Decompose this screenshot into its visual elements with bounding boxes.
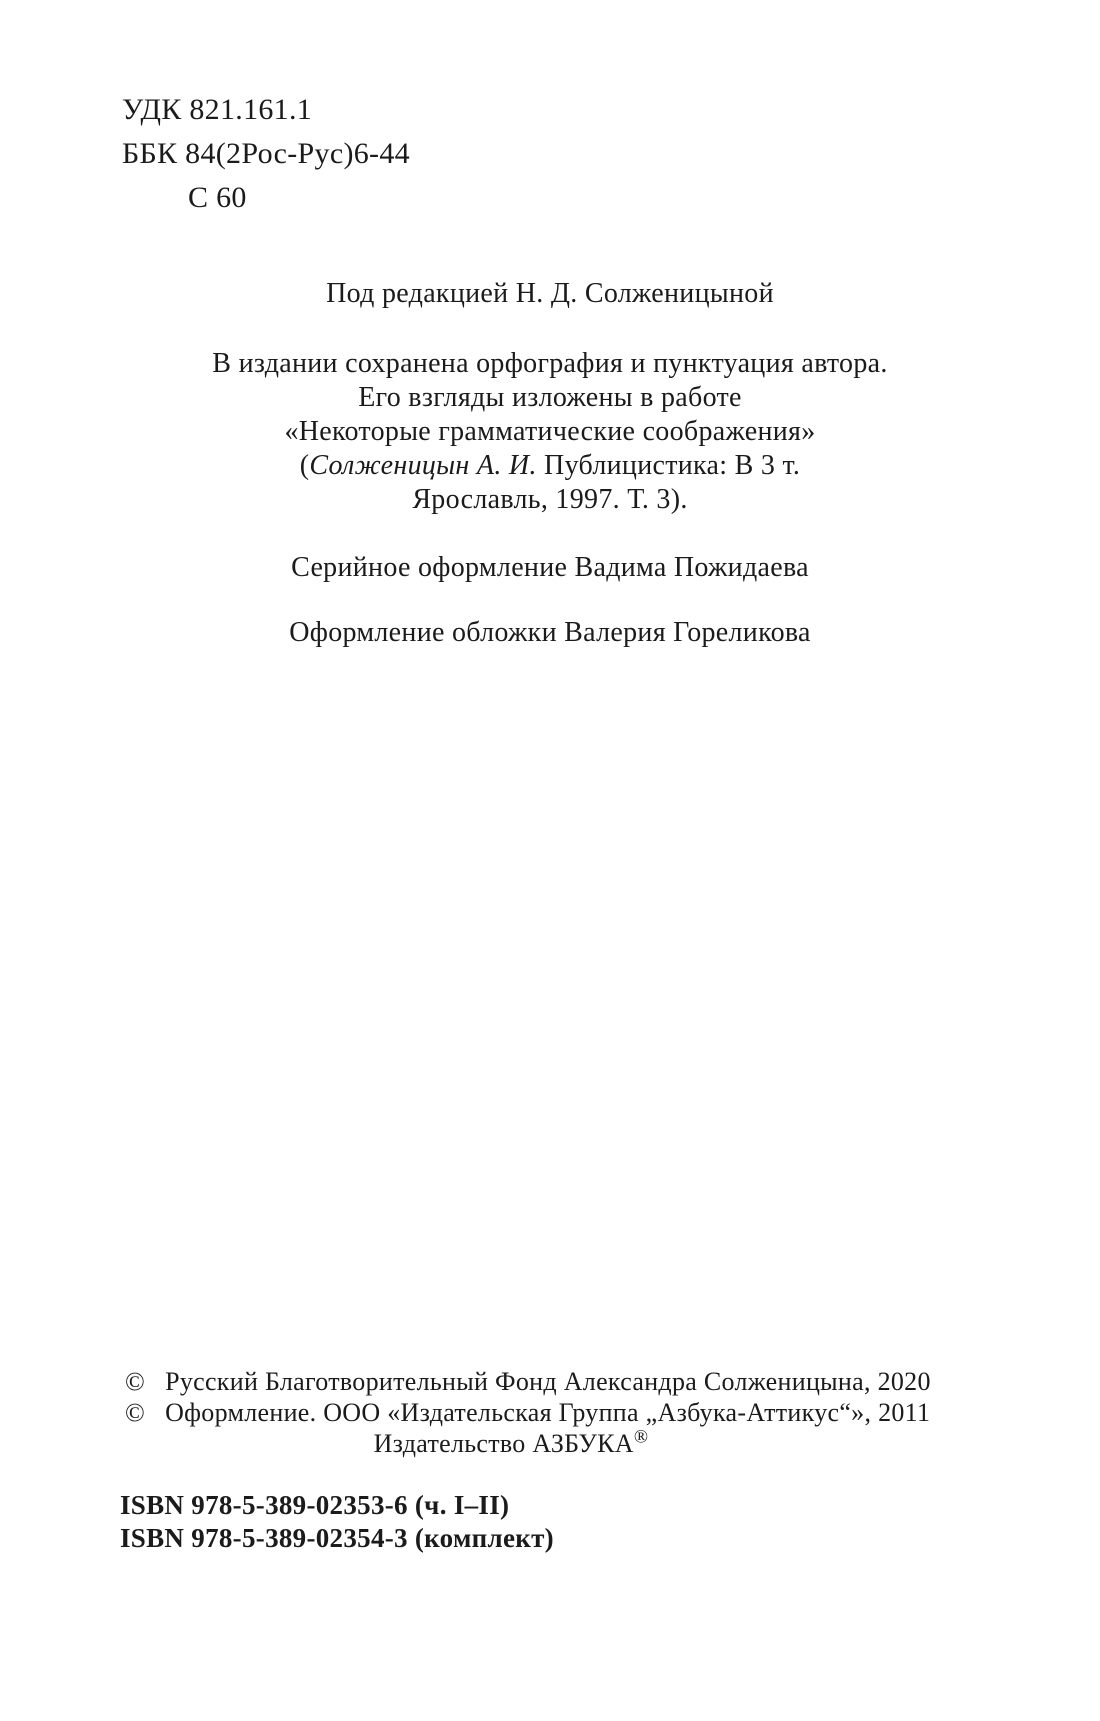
- isbn-line-parts: ISBN 978-5-389-02353-6 (ч. I–II): [120, 1490, 510, 1520]
- note-line-4-author: Солженицын А. И.: [309, 450, 537, 481]
- note-line-1: В издании сохранена орфография и пунктуация автора.: [212, 348, 888, 379]
- registered-trademark-mark: ®: [633, 1426, 649, 1448]
- copyright-design-text: Оформление. ООО «Издательская Группа „Азбука-Аттикус“», 2011: [165, 1398, 931, 1427]
- copyright-symbol: ©: [125, 1367, 146, 1396]
- copyright-block: [125, 1366, 931, 1459]
- note-line-5: Ярославль, 1997. Т. 3).: [412, 484, 688, 515]
- editor-credit: Под редакцией Н. Д. Солженицыной: [326, 278, 774, 309]
- note-line-4: [0, 449, 1100, 483]
- cover-design-credit: Оформление обложки Валерия Гореликова: [289, 617, 811, 648]
- copyright-line-fund: [125, 1366, 931, 1397]
- note-line-4-rest: Публицистика: В 3 т.: [536, 450, 801, 481]
- publisher-name: Издательство АЗБУКА: [373, 1429, 634, 1458]
- series-design-credit: Серийное оформление Вадима Пожидаева: [291, 552, 809, 583]
- copyright-symbol: ©: [125, 1398, 146, 1427]
- note-line-4-open: (: [299, 450, 310, 481]
- copyright-line-design: [125, 1397, 931, 1428]
- publisher-line: [125, 1428, 897, 1459]
- copyright-fund-text: Русский Благотворительный Фонд Александра Солженицына, 2020: [165, 1367, 931, 1396]
- orthography-note: [0, 347, 1100, 517]
- udk-line: УДК 821.161.1: [122, 93, 313, 126]
- classification-block: [122, 88, 410, 220]
- bbk-line: ББК 84(2Рос-Рус)6-44: [122, 137, 410, 170]
- isbn-line-set: ISBN 978-5-389-02354-3 (комплект): [120, 1523, 554, 1553]
- note-line-3: «Некоторые грамматические соображения»: [284, 416, 816, 447]
- note-line-2: Его взгляды изложены в работе: [358, 382, 742, 413]
- isbn-block: [120, 1489, 554, 1555]
- author-sign: С 60: [188, 181, 247, 214]
